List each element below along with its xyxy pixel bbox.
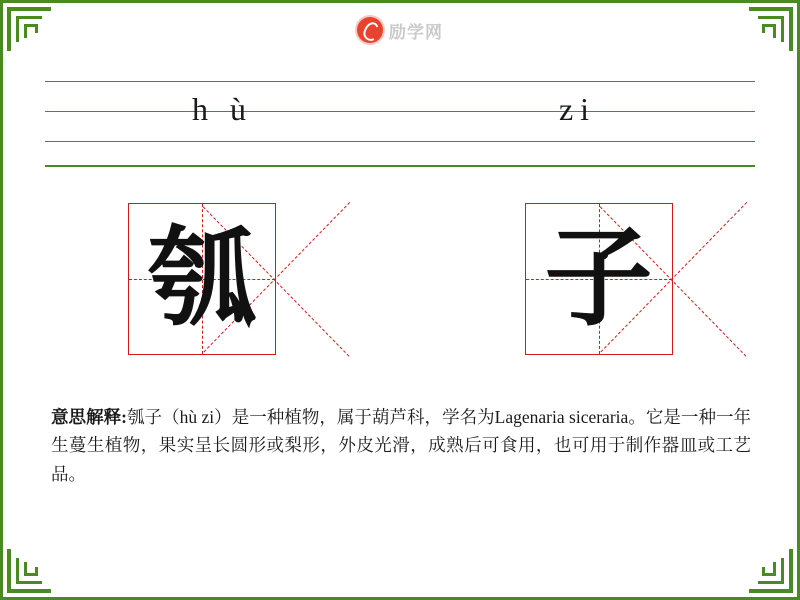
corner-ornament-top-right <box>747 7 793 53</box>
corner-ornament-top-left <box>7 7 53 53</box>
character-row <box>3 203 797 355</box>
character-cell <box>3 203 400 355</box>
pinyin-syllable: h ù <box>192 90 253 127</box>
character-glyph: 子 <box>544 216 653 341</box>
site-logo <box>357 17 443 43</box>
staff-line <box>45 141 755 142</box>
corner-ornament-bottom-left <box>7 547 53 593</box>
explanation-label: 意思解释: <box>51 407 127 427</box>
pinyin-row <box>45 81 755 141</box>
explanation-text: 瓠子（hù zi）是一种植物，属于葫芦科，学名为Lagenaria siceraria。它是一种一年生蔓生植物，果实呈长圆形或梨形，外皮光滑，成熟后可食用，也可用于制作器皿或工艺品。 <box>51 407 752 484</box>
character-glyph: 瓠 <box>147 216 256 341</box>
corner-ornament-bottom-right <box>747 547 793 593</box>
flame-icon <box>357 17 383 43</box>
tian-zi-ge-grid <box>525 203 673 355</box>
pinyin-syllable: zi <box>558 90 597 127</box>
staff-baseline <box>45 165 755 167</box>
explanation-block <box>51 403 751 488</box>
tian-zi-ge-grid <box>128 203 276 355</box>
character-cell <box>400 203 797 355</box>
pinyin-staff <box>45 81 755 171</box>
site-logo-text: 励学网 <box>389 22 443 43</box>
